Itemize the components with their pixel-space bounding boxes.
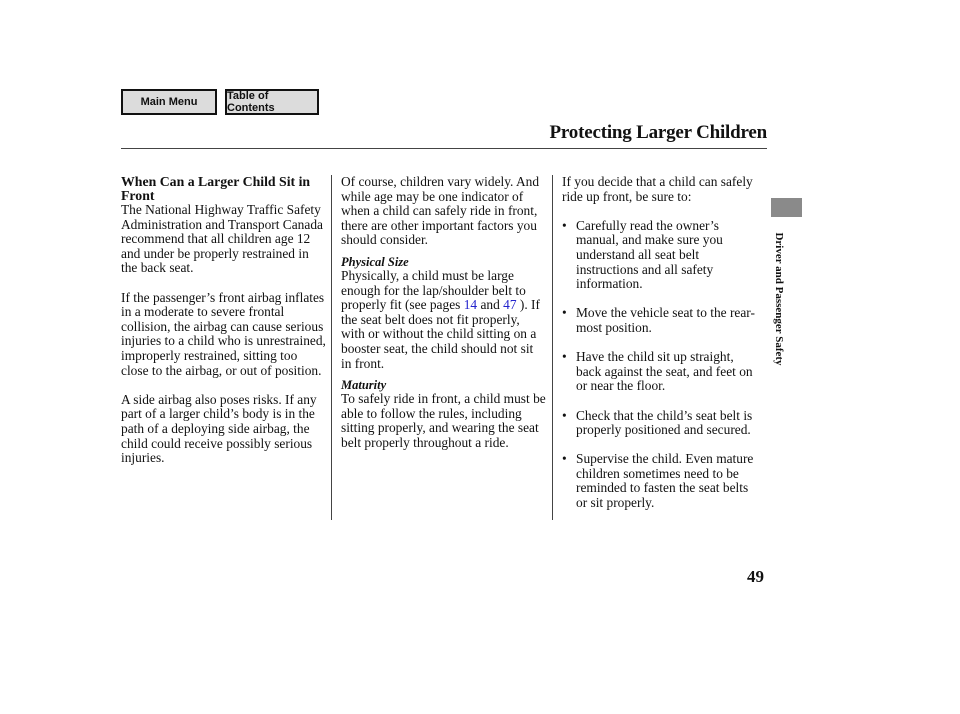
column-2	[341, 175, 546, 451]
paragraph: To safely ride in front, a child must be able to follow the rules, including sitting properly, and wearing the seat belt properly throughout a ride.	[341, 391, 546, 450]
paragraph: The National Highway Traffic Safety Administration and Transport Canada recommend that all children age 12 and under be properly restrained in the back seat.	[121, 202, 323, 276]
list-item: • Carefully read the owner’s manual, and make sure you understand all seat belt instructions and all safety information.	[562, 219, 762, 292]
column-divider-1	[331, 175, 332, 520]
page-link-14[interactable]: 14	[463, 297, 478, 313]
paragraph: Physically, a child must be large enough for the lap/shoulder belt to properly fit (see pages 14 and 47 ). If the seat belt does not fit properly, with or without the child sitting on a booster seat, the child should not sit in front.	[341, 267, 540, 371]
side-tab-label: Driver and Passenger Safety	[773, 232, 785, 366]
table-of-contents-button[interactable]: Table of Contents	[225, 89, 319, 115]
list-item: • Check that the child’s seat belt is properly positioned and secured.	[562, 409, 762, 438]
section-heading: When Can a Larger Child Sit in Front	[121, 174, 311, 203]
list-item: • Move the vehicle seat to the rear-most position.	[562, 306, 762, 335]
page-number: 49	[747, 567, 764, 586]
subheading-maturity: Maturity	[341, 378, 387, 393]
paragraph: If you decide that a child can safely ride up front, be sure to:	[562, 174, 753, 204]
page-link-47[interactable]: 47	[503, 297, 517, 313]
paragraph: Of course, children vary widely. And while age may be one indicator of when a child can safely ride in front, there are other important factors you should consider.	[341, 174, 540, 248]
paragraph: A side airbag also poses risks. If any part of a larger child’s body is in the path of a deploying side airbag, the child could receive possibly serious injuries.	[121, 391, 317, 466]
main-menu-button[interactable]: Main Menu	[121, 89, 217, 115]
list-item: • Supervise the child. Even mature children sometimes need to be reminded to fasten the seat belts or sit properly.	[562, 452, 762, 510]
list-item: • Have the child sit up straight, back against the seat, and feet on or near the floor.	[562, 350, 762, 394]
page-title: Protecting Larger Children	[549, 122, 767, 143]
column-1	[121, 175, 326, 466]
section-tab-marker	[771, 198, 802, 217]
checklist	[562, 219, 762, 511]
paragraph: If the passenger’s front airbag inflates in a moderate to severe frontal collision, the airbag can cause serious injuries to a child who is unrestrained, improperly restrained, sitting too close to the airbag, or out of position.	[121, 289, 326, 378]
column-divider-2	[552, 175, 553, 520]
column-3	[562, 175, 762, 511]
title-divider	[121, 148, 767, 149]
subheading-physical-size: Physical Size	[341, 254, 409, 269]
